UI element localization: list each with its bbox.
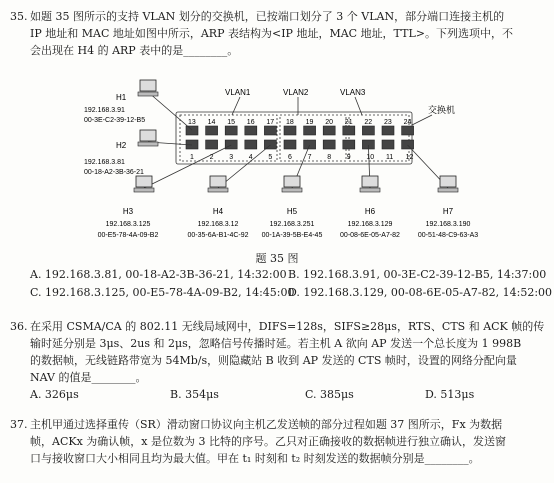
computer-icon [438,176,458,192]
option-b[interactable]: B. 192.168.3.91, 00-3E-C2-39-12-B5, 14:37:00 [288,268,547,281]
option-a[interactable]: A. 326μs [30,388,79,401]
host-name: H6 [364,207,376,216]
hosts [84,80,478,239]
port-number: 23 [384,119,392,126]
host-ip: 192.168.3.91 [84,107,125,114]
vlan-label: VLAN1 [225,88,251,97]
host-mac: 00-3E-C2-39-12-B5 [84,117,146,124]
host-mac: 00-18-A2-3B-36-21 [84,169,144,176]
port-number: 15 [227,119,235,126]
port-number: 10 [366,154,375,161]
host-name: H2 [116,141,127,150]
computer-icon [360,176,380,192]
port-number: 3 [229,154,234,161]
port-icon [225,140,237,149]
port-icon [284,126,296,135]
option-b[interactable]: B. 354μs [170,388,219,401]
port-number: 21 [344,119,353,126]
port-icon [343,126,355,135]
question-text-line: NAV 的值是________。 [30,371,147,384]
switch-ports [186,119,414,161]
question-text-line: 会出现在 H4 的 ARP 表中的是________。 [30,44,239,57]
host-name: H3 [122,207,134,216]
question-number: 36. [10,320,28,333]
port-icon [206,126,218,135]
host-ip: 192.168.3.12 [197,221,239,228]
port-number: 4 [248,154,253,161]
host-ip: 192.168.3.81 [84,159,125,166]
host-name: H7 [442,207,454,216]
question-text-line: 如题 35 图所示的支持 VLAN 划分的交换机，已按端口划分了 3 个 VLAN，部分端口连接主机的 [30,10,505,23]
host-name: H1 [116,93,127,102]
host-mac: 00-51-48-C9-63-A3 [417,232,479,239]
computer-icon [138,130,158,146]
port-icon [245,140,257,149]
port-icon [382,126,394,135]
host-ip: 192.168.3.190 [425,221,471,228]
port-icon [304,126,316,135]
option-c[interactable]: C. 385μs [305,388,354,401]
host-ip: 192.168.3.129 [347,221,393,228]
question-number: 35. [10,10,28,23]
port-icon [186,126,198,135]
port-number: 11 [386,154,394,161]
cable [148,92,192,130]
port-number: 18 [286,119,294,126]
question-text-line: 输时延分别是 3μs、2us 和 2μs，忽略信号传播时延。若主机 A 欲向 AP 发送一个总长度为 1 998B [30,337,522,350]
question-number: 37. [10,418,28,431]
question-text-line: 在采用 CSMA/CA 的 802.11 无线局域网中，DIFS=128s，SIFS≥28μs，RTS、CTS 和 ACK 帧的传 [30,320,545,333]
port-number: 1 [190,154,194,161]
port-icon [245,126,257,135]
port-number: 16 [246,119,255,126]
option-c[interactable]: C. 192.168.3.125, 00-E5-78-4A-09-B2, 14:45:00 [30,286,295,299]
question-37 [10,416,550,467]
question-text-line: 口与接收窗口大小相同且均为最大值。甲在 t₁ 时刻和 t₂ 时刻发送的数据帧分别是________。 [30,452,480,465]
host-mac: 00-E5-78-4A-09-B2 [97,232,159,239]
host-mac: 00-1A-39-5B-E4-45 [261,232,323,239]
port-number: 8 [327,154,332,161]
port-icon [323,140,335,149]
option-d[interactable]: D. 192.168.3.129, 00-08-6E-05-A7-82, 14:52:00 [288,286,553,299]
host-mac: 00-08-6E-05-A7-82 [340,232,400,239]
figure-caption: 题 35 图 [255,252,299,265]
port-icon [343,140,355,149]
port-number: 6 [288,154,292,161]
port-number: 22 [364,119,373,126]
port-number: 13 [188,119,196,126]
port-icon [225,126,237,135]
computer-icon [282,176,302,192]
computer-icon [138,80,158,96]
computer-icon [208,176,228,192]
port-icon [284,140,296,149]
option-d[interactable]: D. 513μs [425,388,475,401]
port-number: 7 [307,154,312,161]
port-number: 17 [266,119,275,126]
port-icon [402,140,414,149]
port-number: 24 [403,119,412,126]
port-number: 12 [405,154,414,161]
port-number: 19 [305,119,314,126]
switch-label: 交换机 [428,105,456,115]
port-icon [402,126,414,135]
port-icon [206,140,218,149]
question-text-line: IP 地址和 MAC 地址如图中所示，ARP 表结构为<IP 地址，MAC 地址，TTL>。下列选项中，不 [30,27,513,40]
port-number: 5 [268,154,273,161]
question-text-line: 主机甲通过选择重传（SR）滑动窗口协议向主机乙发送帧的部分过程如题 37 图所示，Fx 为数据 [30,418,503,431]
port-icon [264,126,276,135]
host-ip: 192.168.3.125 [105,221,151,228]
port-number: 14 [207,119,216,126]
host-ip: 192.168.3.251 [269,221,315,228]
question-text-line: 帧，ACKx 为确认帧，x 是位数为 3 比特的序号。乙只对正确接收的数据帧进行独立确认，发送窗 [30,435,506,448]
port-icon [304,140,316,149]
question-text-line: 的数据帧，无线链路带宽为 54Mb/s，则隐藏站 B 收到 AP 发送的 CTS 帧时，设置的网络分配向量 [30,354,517,367]
port-number: 2 [209,154,214,161]
port-icon [362,126,374,135]
port-number: 20 [325,119,333,126]
port-icon [323,126,335,135]
option-a[interactable]: A. 192.168.3.81, 00-18-A2-3B-36-21, 14:32:00 [30,268,287,281]
host-name: H4 [212,207,224,216]
port-number: 9 [346,154,351,161]
port-icon [264,140,276,149]
port-icon [382,140,394,149]
computer-icon [134,176,154,192]
vlan-label: VLAN2 [283,88,309,97]
host-name: H5 [286,207,298,216]
question-36 [10,318,550,386]
host-mac: 00-35-6A-B1-4C-92 [187,232,249,239]
vlan-label: VLAN3 [340,88,366,97]
